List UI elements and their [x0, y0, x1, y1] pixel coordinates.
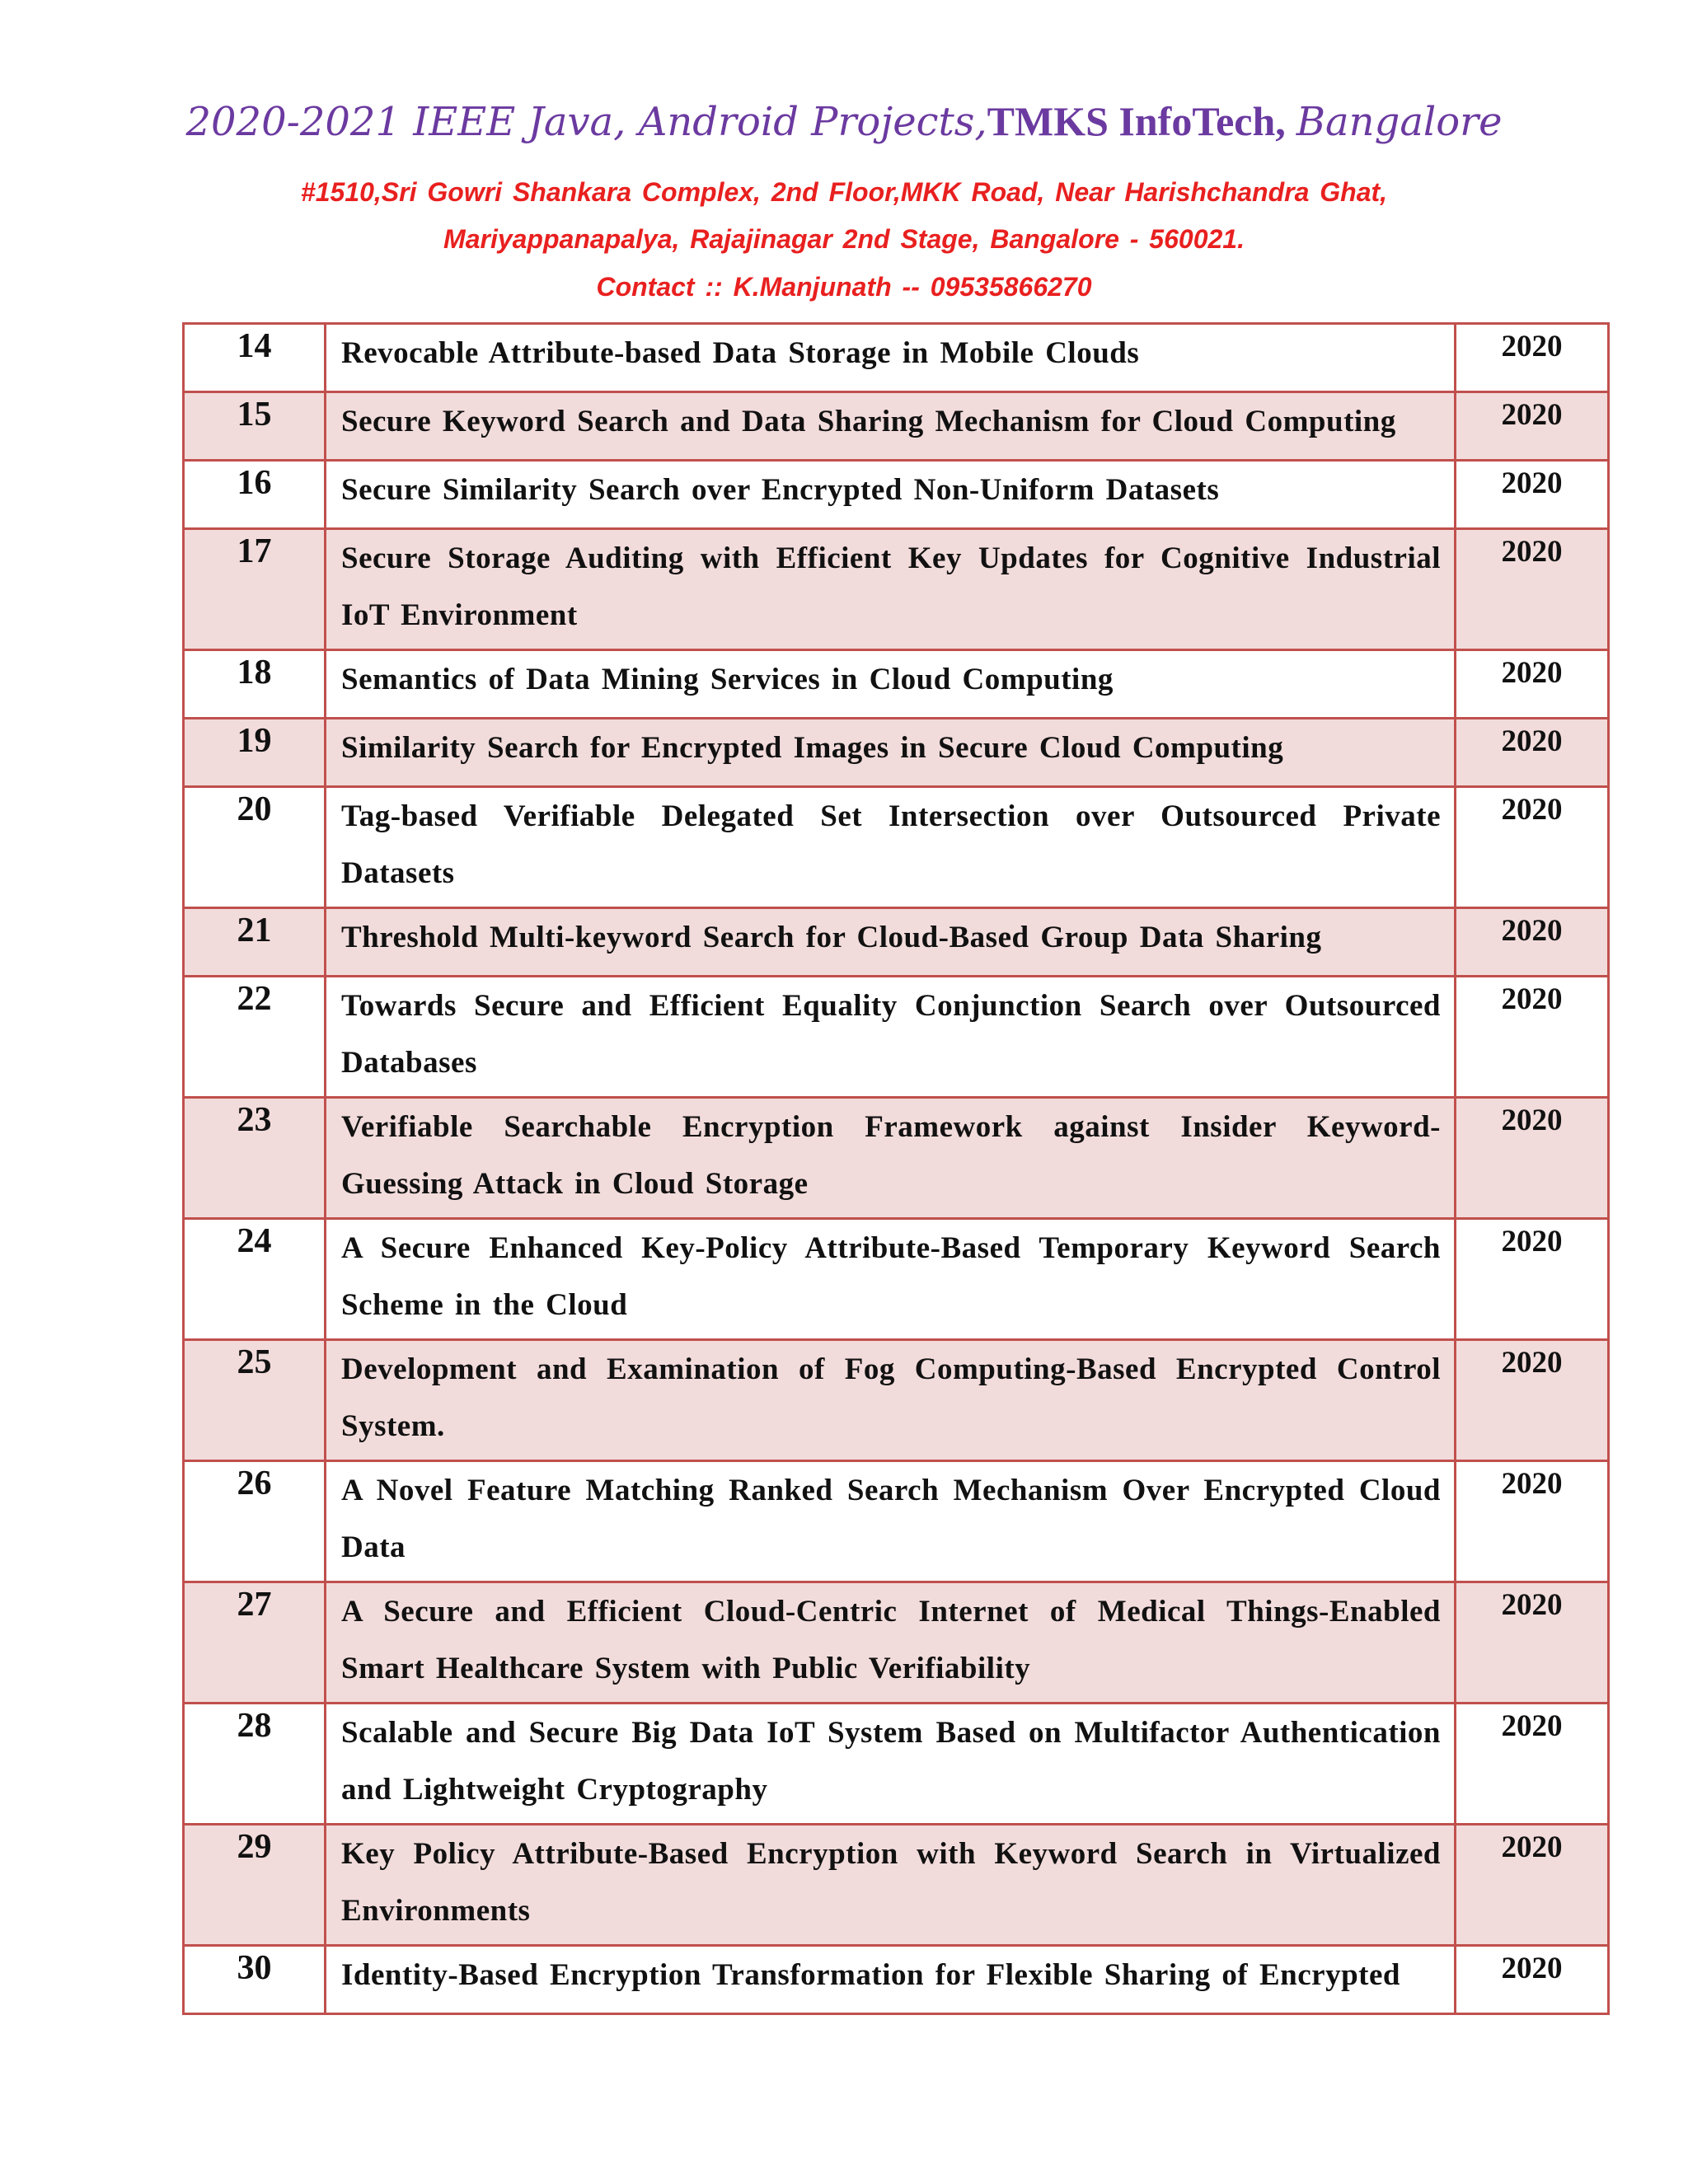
project-number: 18 [184, 650, 326, 719]
project-year: 2020 [1456, 719, 1609, 787]
project-year: 2020 [1456, 529, 1609, 650]
project-number: 29 [184, 1825, 326, 1946]
project-year: 2020 [1456, 1582, 1609, 1704]
project-title: Semantics of Data Mining Services in Cloud Computing [326, 650, 1456, 719]
table-row [184, 392, 1609, 461]
project-number: 19 [184, 719, 326, 787]
project-number: 22 [184, 977, 326, 1098]
project-number: 16 [184, 461, 326, 529]
project-number: 26 [184, 1461, 326, 1582]
project-year: 2020 [1456, 1219, 1609, 1340]
project-year: 2020 [1456, 1461, 1609, 1582]
project-title: Scalable and Secure Big Data IoT System Based on Multifactor Authentication and Lightweight Cryptography [326, 1704, 1456, 1825]
project-title: Development and Examination of Fog Computing-Based Encrypted Control System. [326, 1340, 1456, 1461]
project-year: 2020 [1456, 787, 1609, 908]
project-title: A Secure and Efficient Cloud-Centric Internet of Medical Things-Enabled Smart Healthcare System with Public Verifiability [326, 1582, 1456, 1704]
project-number: 27 [184, 1582, 326, 1704]
page-header-title [0, 97, 1688, 146]
project-number: 14 [184, 324, 326, 392]
project-number: 25 [184, 1340, 326, 1461]
table-row [184, 1704, 1609, 1825]
project-year: 2020 [1456, 392, 1609, 461]
table-row [184, 1098, 1609, 1219]
table-row [184, 1582, 1609, 1704]
project-title: Identity-Based Encryption Transformation for Flexible Sharing of Encrypted [326, 1946, 1456, 2014]
table-row [184, 787, 1609, 908]
address-line-2: Mariyappanapalya, Rajajinagar 2nd Stage, Bangalore - 560021. [443, 224, 1245, 254]
project-year: 2020 [1456, 1340, 1609, 1461]
project-year: 2020 [1456, 1825, 1609, 1946]
project-number: 21 [184, 908, 326, 977]
header-city: Bangalore [1296, 99, 1503, 145]
project-year: 2020 [1456, 461, 1609, 529]
address-line-1: #1510,Sri Gowri Shankara Complex, 2nd Floor,MKK Road, Near Harishchandra Ghat, [300, 177, 1388, 207]
project-year: 2020 [1456, 650, 1609, 719]
project-title: A Secure Enhanced Key-Policy Attribute-Based Temporary Keyword Search Scheme in the Cloud [326, 1219, 1456, 1340]
table-row [184, 1219, 1609, 1340]
project-title: Verifiable Searchable Encryption Framework against Insider Keyword-Guessing Attack in Cloud Storage [326, 1098, 1456, 1219]
table-row [184, 977, 1609, 1098]
project-title: Secure Keyword Search and Data Sharing Mechanism for Cloud Computing [326, 392, 1456, 461]
project-title: Secure Storage Auditing with Efficient Key Updates for Cognitive Industrial IoT Environment [326, 529, 1456, 650]
table-row [184, 908, 1609, 977]
contact-line: Contact :: K.Manjunath -- 09535866270 [596, 272, 1092, 302]
table-row [184, 1461, 1609, 1582]
project-year: 2020 [1456, 1704, 1609, 1825]
table-row [184, 1825, 1609, 1946]
project-title: Revocable Attribute-based Data Storage in Mobile Clouds [326, 324, 1456, 392]
projects-table [182, 322, 1610, 2015]
table-row [184, 719, 1609, 787]
project-year: 2020 [1456, 977, 1609, 1098]
table-row [184, 324, 1609, 392]
project-title: Key Policy Attribute-Based Encryption with Keyword Search in Virtualized Environments [326, 1825, 1456, 1946]
project-year: 2020 [1456, 1946, 1609, 2014]
project-title: Similarity Search for Encrypted Images in Secure Cloud Computing [326, 719, 1456, 787]
project-title: Secure Similarity Search over Encrypted Non-Uniform Datasets [326, 461, 1456, 529]
table-row [184, 650, 1609, 719]
table-row [184, 529, 1609, 650]
table-row [184, 1340, 1609, 1461]
project-number: 28 [184, 1704, 326, 1825]
project-title: Threshold Multi-keyword Search for Cloud-Based Group Data Sharing [326, 908, 1456, 977]
project-title: Towards Secure and Efficient Equality Conjunction Search over Outsourced Databases [326, 977, 1456, 1098]
header-title-italic: 2020-2021 IEEE Java, Android Projects, [185, 99, 987, 145]
table-row [184, 461, 1609, 529]
project-year: 2020 [1456, 908, 1609, 977]
project-title: A Novel Feature Matching Ranked Search Mechanism Over Encrypted Cloud Data [326, 1461, 1456, 1582]
table-row [184, 1946, 1609, 2014]
project-number: 30 [184, 1946, 326, 2014]
project-number: 20 [184, 787, 326, 908]
header-org-name: TMKS InfoTech, [987, 98, 1286, 144]
project-title: Tag-based Verifiable Delegated Set Intersection over Outsourced Private Datasets [326, 787, 1456, 908]
project-number: 24 [184, 1219, 326, 1340]
project-number: 23 [184, 1098, 326, 1219]
project-number: 17 [184, 529, 326, 650]
project-year: 2020 [1456, 324, 1609, 392]
project-number: 15 [184, 392, 326, 461]
project-year: 2020 [1456, 1098, 1609, 1219]
